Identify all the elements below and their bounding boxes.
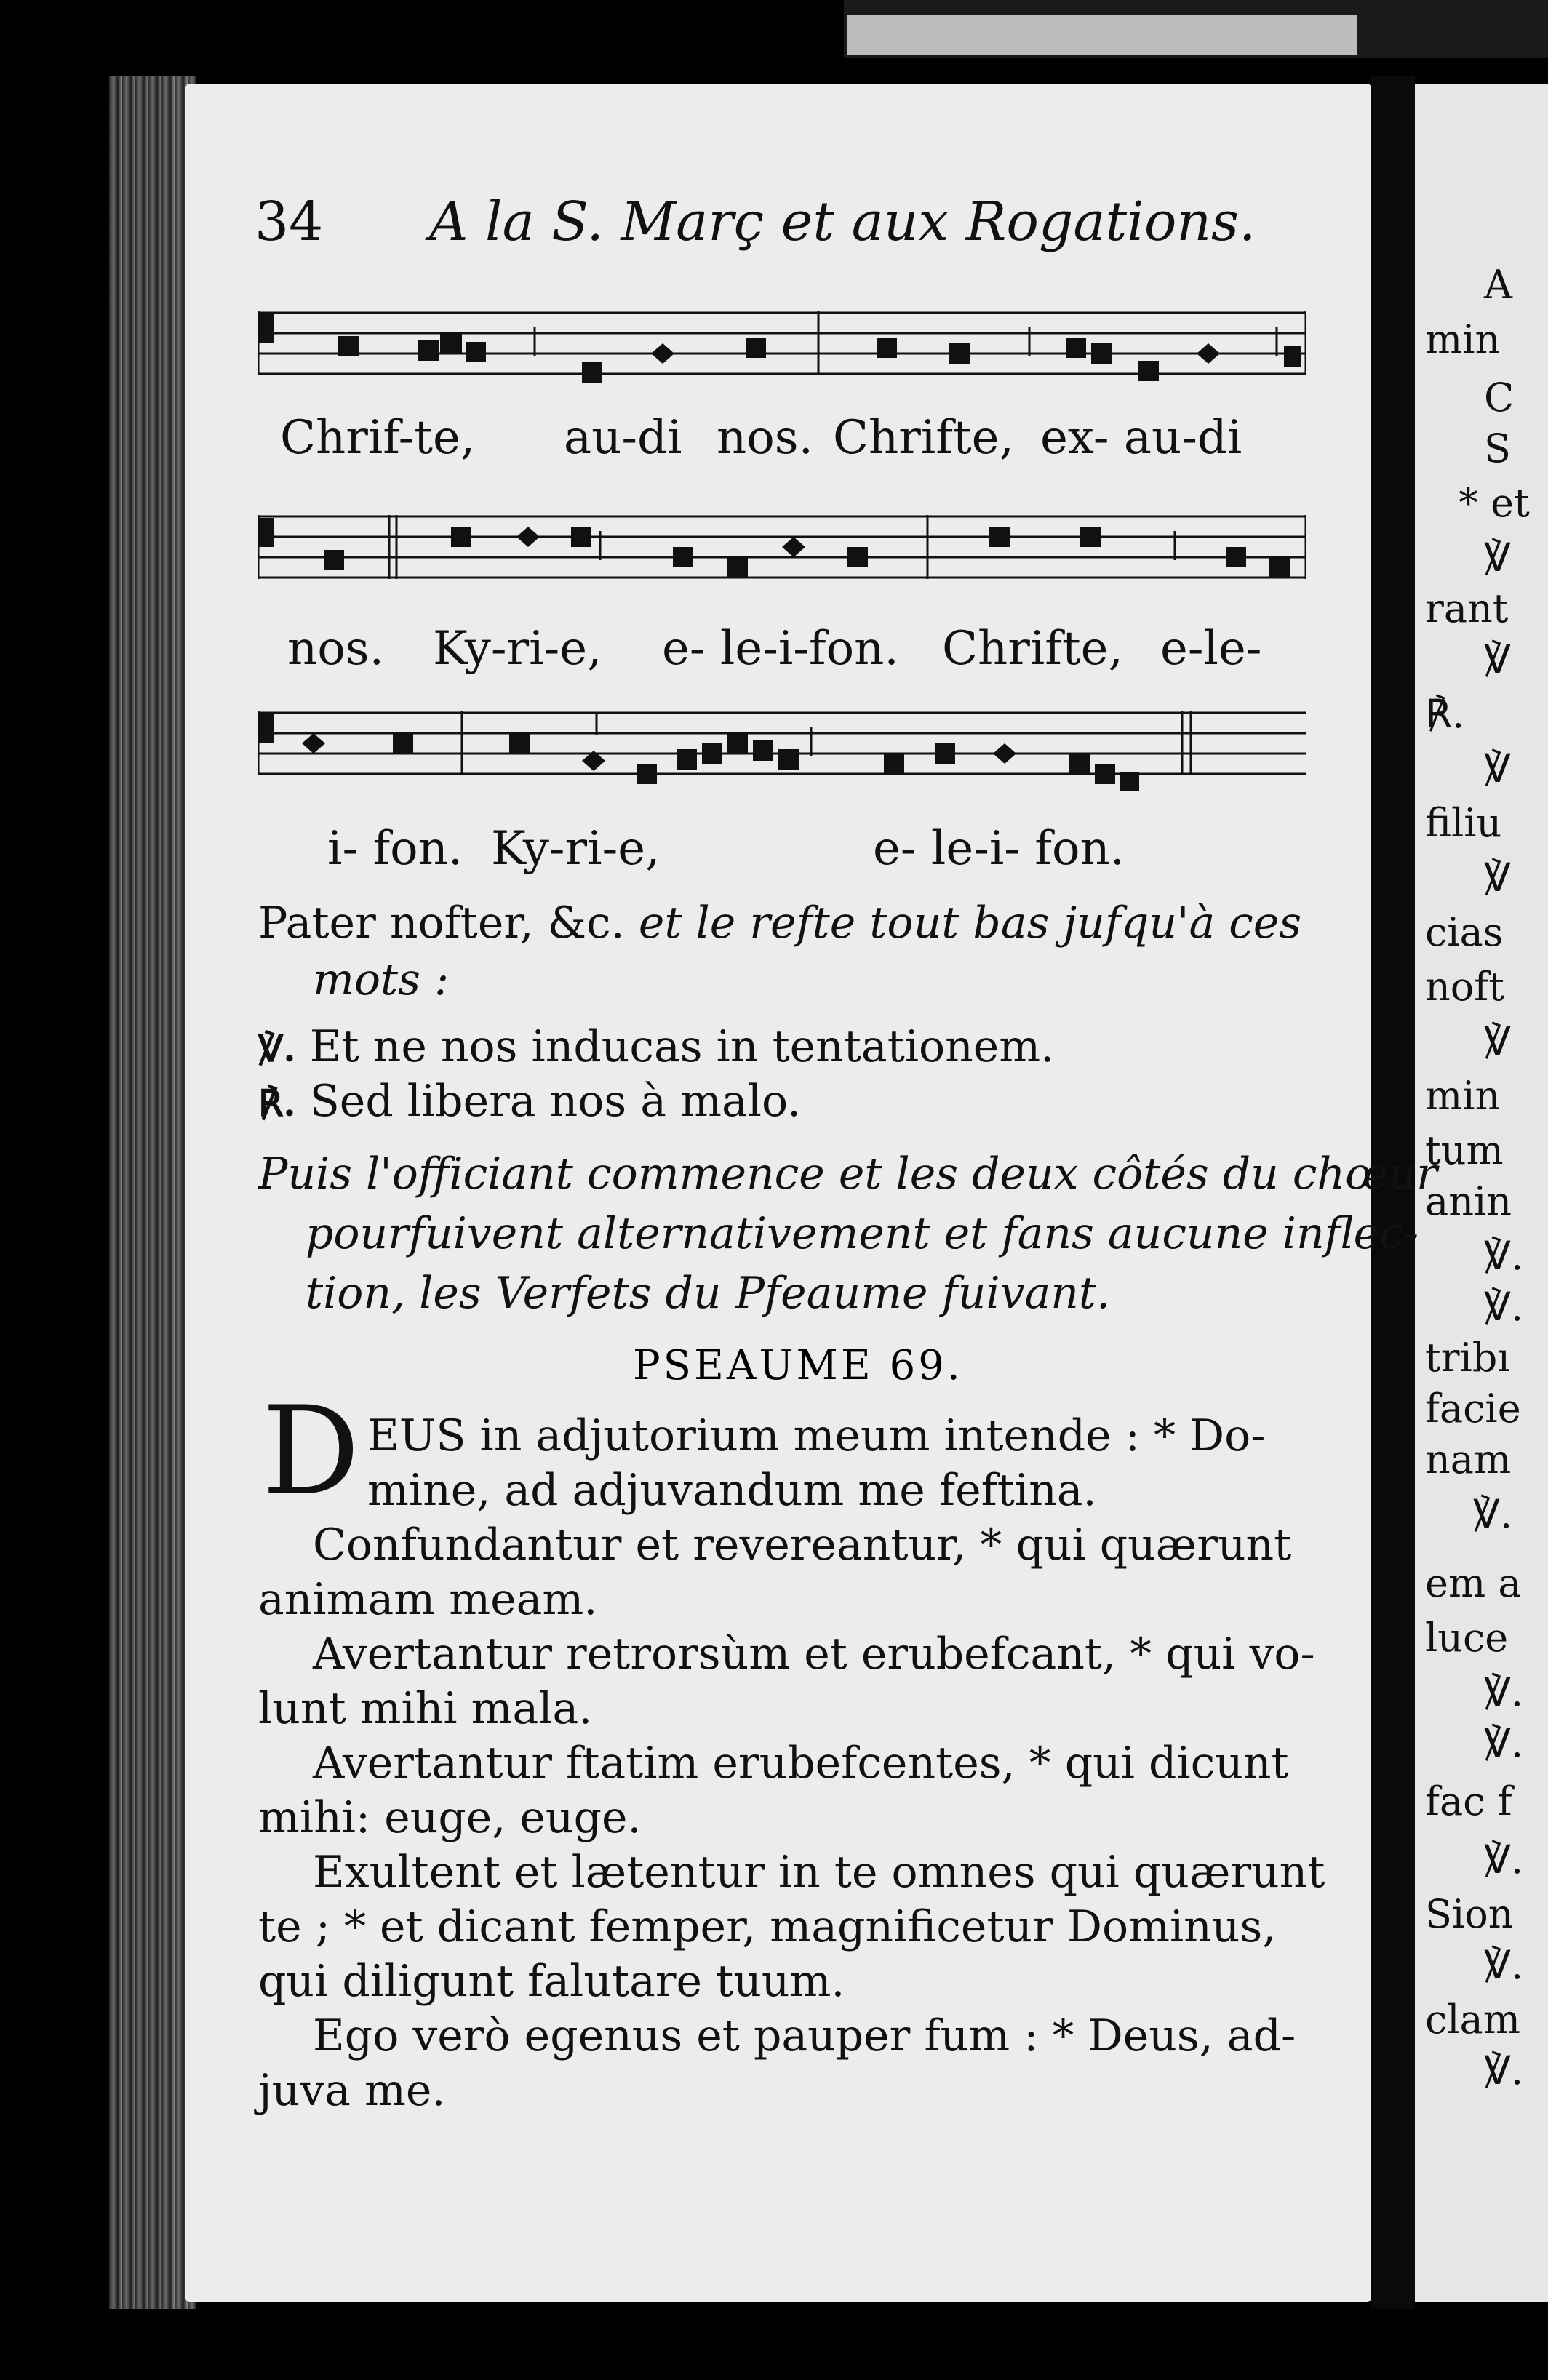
chant-lyrics-2 xyxy=(258,622,1306,687)
facing-fragment: A xyxy=(1484,262,1512,308)
facing-fragment: ℣ xyxy=(1484,1018,1511,1064)
staff-lines xyxy=(258,509,1306,596)
chant-staff-2 xyxy=(258,509,1306,596)
facing-fragment: fac f xyxy=(1425,1778,1512,1824)
psalm-line: qui diligunt falutare tuum. xyxy=(258,1956,845,2007)
psalm-line: lunt mihi mala. xyxy=(258,1683,593,1734)
facing-fragment: ℣. xyxy=(1473,1491,1513,1537)
psalm-line: mine, ad adjuvandum me feftina. xyxy=(367,1465,1097,1516)
lyric-syllable: Chrifte, xyxy=(833,411,1014,465)
versicle-symbol: ℣. xyxy=(258,1027,296,1070)
facing-fragment: ℣ xyxy=(1484,746,1511,791)
facing-fragment: Sion xyxy=(1425,1891,1514,1937)
facing-fragment: ℣. xyxy=(1484,1233,1524,1279)
facing-fragment: rant xyxy=(1425,586,1509,631)
psalm-line: animam meam. xyxy=(258,1574,598,1625)
facing-fragment: ℣. xyxy=(1484,1942,1524,1988)
lyric-syllable: e- le-i- fon. xyxy=(873,822,1125,876)
facing-fragment: facie xyxy=(1425,1386,1521,1431)
facing-fragment: C xyxy=(1484,375,1515,420)
lyric-syllable: Chrif-te, xyxy=(280,411,476,465)
page-title: A la S. Març et aux Rogations. xyxy=(429,191,1256,253)
pater-noster-text: Pater nofter, &c. xyxy=(258,898,625,949)
lyric-syllable: i- fon. xyxy=(327,822,463,876)
lyric-syllable: e-le- xyxy=(1160,622,1262,676)
lyric-syllable: Ky-ri-e, xyxy=(491,822,661,876)
psalm-line: Avertantur retrorsùm et erubefcant, * qui vo- xyxy=(313,1629,1315,1680)
facing-fragment: ℟. xyxy=(1425,691,1465,737)
facing-fragment: ℣. xyxy=(1484,1837,1524,1882)
psalm-line: mihi: euge, euge. xyxy=(258,1792,642,1843)
chant-lyrics-3 xyxy=(258,822,1306,887)
lyric-syllable: ex- au-di xyxy=(1040,411,1242,465)
facing-fragment: em a xyxy=(1425,1560,1522,1606)
psalm-line: Ego verò egenus et pauper fum : * Deus, ad- xyxy=(313,2010,1296,2061)
psalm-line: EUS in adjutorium meum intende : * Do- xyxy=(367,1410,1266,1461)
facing-fragment: noft xyxy=(1425,964,1504,1010)
rubric-text: tion, les Verfets du Pfeaume fuivant. xyxy=(306,1268,1111,1319)
facing-fragment: cias xyxy=(1425,909,1504,955)
lyric-syllable: nos. xyxy=(717,411,813,465)
facing-fragment: ℣. xyxy=(1484,1669,1524,1715)
facing-fragment: nam xyxy=(1425,1437,1512,1482)
facing-fragment: ℣ xyxy=(1484,636,1511,682)
staff-lines xyxy=(258,706,1306,793)
lyric-syllable: e- le-i-fon. xyxy=(662,622,899,676)
scan-top-strip xyxy=(847,15,1357,55)
facing-fragment: anin xyxy=(1425,1178,1512,1224)
book-page-edges xyxy=(109,76,196,2309)
drop-cap: D xyxy=(262,1380,360,1522)
lyric-syllable: au-di xyxy=(564,411,682,465)
psalm-line: juva me. xyxy=(258,2065,446,2116)
lyric-syllable: nos. xyxy=(287,622,384,676)
psalm-heading: PSEAUME 69. xyxy=(633,1342,963,1389)
lyric-syllable: Chrifte, xyxy=(942,622,1123,676)
versicle-text: Et ne nos inducas in tentationem. xyxy=(309,1021,1055,1072)
rubric-text: mots : xyxy=(313,954,450,1005)
facing-fragment: min xyxy=(1425,316,1501,362)
facing-fragment: ℣. xyxy=(1484,2048,1524,2093)
psalm-line: Exultent et lætentur in te omnes qui quærunt xyxy=(313,1847,1325,1898)
facing-fragment: min xyxy=(1425,1073,1501,1119)
facing-fragment: filiu xyxy=(1425,800,1502,846)
facing-fragment: tum xyxy=(1425,1127,1504,1173)
chant-lyrics-1 xyxy=(258,411,1306,476)
facing-fragment: * et xyxy=(1459,480,1530,526)
running-head xyxy=(255,191,1256,253)
facing-fragment: ℣ xyxy=(1484,535,1511,580)
facing-fragment: clam xyxy=(1425,1997,1520,2042)
rubric-text: et le refte tout bas jufqu'à ces xyxy=(638,898,1302,949)
facing-fragment: ℣ xyxy=(1484,855,1511,901)
psalm-line: te ; * et dicant femper, magnificetur Dominus, xyxy=(258,1901,1277,1952)
staff-lines xyxy=(258,306,1306,393)
psalm-line: Confundantur et revereantur, * qui quærunt xyxy=(313,1520,1292,1570)
rubric-text: Puis l'officiant commence et les deux côtés du chœur xyxy=(258,1149,1437,1199)
response-symbol: ℟. xyxy=(258,1082,296,1125)
rubric-text: pourfuivent alternativement et fans aucune inflec- xyxy=(306,1208,1419,1259)
chant-staff-1 xyxy=(258,306,1306,393)
chant-staff-3 xyxy=(258,706,1306,793)
facing-fragment: tribı xyxy=(1425,1335,1510,1381)
facing-fragment: ℣. xyxy=(1484,1720,1524,1766)
page-number: 34 xyxy=(255,191,324,253)
facing-fragment: S xyxy=(1484,426,1511,471)
psalm-line: Avertantur ftatim erubefcentes, * qui dicunt xyxy=(313,1738,1289,1789)
response-text: Sed libera nos à malo. xyxy=(309,1076,802,1127)
facing-fragment: luce xyxy=(1425,1615,1509,1661)
facing-fragment: ℣. xyxy=(1484,1284,1524,1330)
lyric-syllable: Ky-ri-e, xyxy=(433,622,602,676)
